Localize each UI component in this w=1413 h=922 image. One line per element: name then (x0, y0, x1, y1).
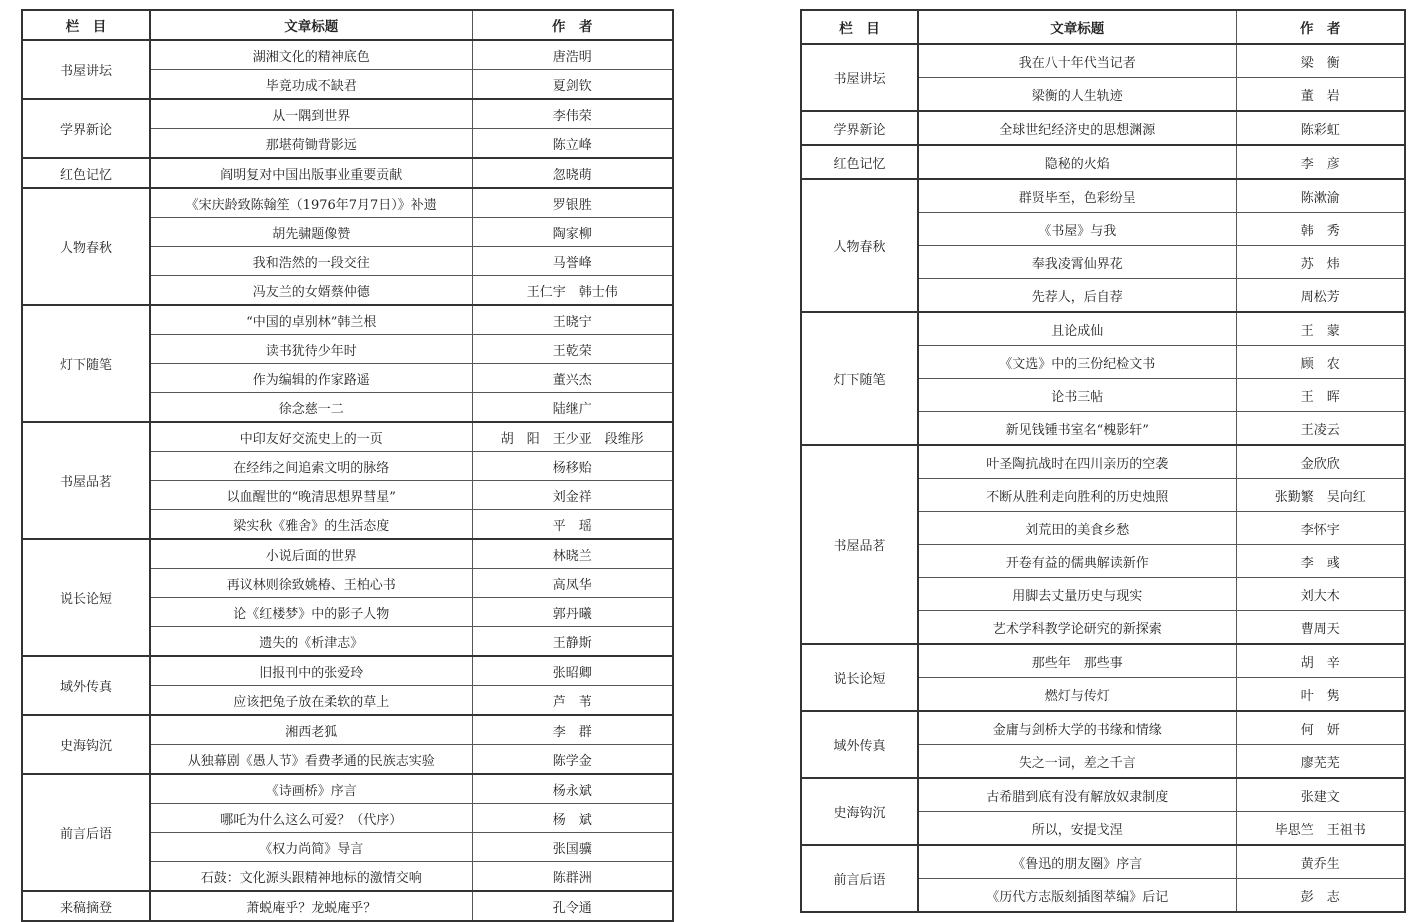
author-cell: 胡 阳 王少亚 段维彤 (472, 422, 673, 452)
table-row (22, 656, 673, 686)
article-title-cell: 隐秘的火焰 (918, 145, 1236, 179)
section-name-cell: 前言后语 (22, 774, 150, 891)
author-cell: 毕思竺 王祖书 (1236, 812, 1405, 846)
article-title-cell: 《鲁迅的朋友圈》序言 (918, 845, 1236, 879)
article-title-cell: 梁实秋《雅舍》的生活态度 (150, 510, 472, 540)
section-name-cell: 域外传真 (801, 711, 918, 778)
author-cell: 林晓兰 (472, 539, 673, 569)
article-title-cell: 徐念慈一二 (150, 393, 472, 423)
article-title-cell: 胡先骕题像赞 (150, 218, 472, 247)
header-row (22, 10, 673, 40)
author-cell: 梁 衡 (1236, 44, 1405, 78)
author-cell: 陈漱渝 (1236, 179, 1405, 213)
table-row (22, 715, 673, 745)
article-title-cell: 奉我凌霄仙界花 (918, 246, 1236, 279)
article-title-cell: 应该把兔子放在柔软的草上 (150, 686, 472, 716)
article-title-cell: 所以，安提戈涅 (918, 812, 1236, 846)
author-cell: 陶家柳 (472, 218, 673, 247)
author-column-header: 作 者 (1236, 10, 1405, 44)
author-cell: 陈立峰 (472, 129, 673, 159)
table-row (22, 305, 673, 335)
author-cell: 芦 苇 (472, 686, 673, 716)
article-title-cell: 论书三帖 (918, 379, 1236, 412)
author-cell: 刘大木 (1236, 578, 1405, 611)
right-contents-table (800, 9, 1406, 913)
author-cell: 李 彦 (1236, 145, 1405, 179)
article-title-cell: 群贤毕至，色彩纷呈 (918, 179, 1236, 213)
section-name-cell: 灯下随笔 (801, 312, 918, 445)
author-cell: 夏剑钦 (472, 70, 673, 100)
section-name-cell: 书屋品茗 (22, 422, 150, 539)
article-title-cell: 刘荒田的美食乡愁 (918, 512, 1236, 545)
author-cell: 彭 志 (1236, 879, 1405, 913)
author-cell: 马誉峰 (472, 247, 673, 276)
author-cell: 张昭卿 (472, 656, 673, 686)
table-row (22, 891, 673, 921)
author-cell: 郭丹曦 (472, 598, 673, 627)
author-cell: 陆继广 (472, 393, 673, 423)
article-title-cell: 毕竟功成不缺君 (150, 70, 472, 100)
article-title-cell: 湘西老狐 (150, 715, 472, 745)
author-cell: 王仁宇 韩士伟 (472, 276, 673, 306)
table-row (801, 145, 1405, 179)
author-column-header: 作 者 (472, 10, 673, 40)
author-cell: 李伟荣 (472, 99, 673, 129)
table-row (22, 40, 673, 70)
article-title-cell: 萧蜕庵乎？龙蜕庵乎？ (150, 891, 472, 921)
author-cell: 顾 农 (1236, 346, 1405, 379)
article-title-cell: 哪吒为什么这么可爱？（代序） (150, 804, 472, 833)
section-name-cell: 书屋品茗 (801, 445, 918, 644)
table-row (22, 99, 673, 129)
section-name-cell: 书屋讲坛 (801, 44, 918, 111)
article-title-cell: 旧报刊中的张爱玲 (150, 656, 472, 686)
author-cell: 王 晖 (1236, 379, 1405, 412)
article-title-cell: 中印友好交流史上的一页 (150, 422, 472, 452)
author-cell: 何 妍 (1236, 711, 1405, 745)
table-row (801, 644, 1405, 678)
author-cell: 李 群 (472, 715, 673, 745)
table-row (22, 539, 673, 569)
article-title-cell: 我在八十年代当记者 (918, 44, 1236, 78)
author-cell: 陈群洲 (472, 862, 673, 892)
section-name-cell: 史海钩沉 (801, 778, 918, 845)
table-row (801, 778, 1405, 812)
section-name-cell: 红色记忆 (22, 158, 150, 188)
author-cell: 杨移贻 (472, 452, 673, 481)
author-cell: 王凌云 (1236, 412, 1405, 446)
section-name-cell: 人物春秋 (801, 179, 918, 312)
table-row (22, 774, 673, 804)
author-cell: 王乾荣 (472, 335, 673, 364)
author-cell: 周松芳 (1236, 279, 1405, 313)
author-cell: 刘金祥 (472, 481, 673, 510)
article-title-cell: 论《红楼梦》中的影子人物 (150, 598, 472, 627)
author-cell: 廖芜芜 (1236, 745, 1405, 779)
section-name-cell: 前言后语 (801, 845, 918, 912)
article-title-cell: 用脚去丈量历史与现实 (918, 578, 1236, 611)
article-title-cell: 读书犹待少年时 (150, 335, 472, 364)
article-title-cell: 以血醒世的“晚清思想界彗星” (150, 481, 472, 510)
author-cell: 张勤繁 吴向红 (1236, 479, 1405, 512)
article-title-cell: 那堪荷锄背影远 (150, 129, 472, 159)
author-cell: 罗银胜 (472, 188, 673, 218)
section-name-cell: 史海钩沉 (22, 715, 150, 774)
article-title-cell: 小说后面的世界 (150, 539, 472, 569)
author-cell: 王晓宁 (472, 305, 673, 335)
table-row (801, 845, 1405, 879)
author-cell: 董 岩 (1236, 78, 1405, 112)
section-name-cell: 说长论短 (22, 539, 150, 656)
section-column-header: 栏 目 (22, 10, 150, 40)
table-row (801, 111, 1405, 145)
article-title-cell: 《宋庆龄致陈翰笙（1976年7月7日）》补遗 (150, 188, 472, 218)
article-title-cell: 《书屋》与我 (918, 213, 1236, 246)
author-cell: 李怀宇 (1236, 512, 1405, 545)
article-title-cell: 那些年 那些事 (918, 644, 1236, 678)
author-cell: 张国骥 (472, 833, 673, 862)
author-cell: 胡 辛 (1236, 644, 1405, 678)
article-title-cell: 燃灯与传灯 (918, 678, 1236, 712)
author-cell: 杨 斌 (472, 804, 673, 833)
table-row (22, 188, 673, 218)
table-row (801, 312, 1405, 346)
article-title-cell: 金庸与剑桥大学的书缘和情缘 (918, 711, 1236, 745)
table-row (22, 422, 673, 452)
section-name-cell: 学界新论 (801, 111, 918, 145)
author-cell: 董兴杰 (472, 364, 673, 393)
article-title-cell: 《权力尚简》导言 (150, 833, 472, 862)
author-cell: 叶 隽 (1236, 678, 1405, 712)
article-title-cell: 先荐人，后自荐 (918, 279, 1236, 313)
author-cell: 王静斯 (472, 627, 673, 657)
table-row (801, 445, 1405, 479)
section-name-cell: 书屋讲坛 (22, 40, 150, 99)
author-cell: 杨永斌 (472, 774, 673, 804)
section-name-cell: 来稿摘登 (22, 891, 150, 921)
author-cell: 陈学金 (472, 745, 673, 775)
article-title-cell: 《历代方志版刻插图萃编》后记 (918, 879, 1236, 913)
table-row (801, 711, 1405, 745)
article-title-cell: 新见钱锺书室名“槐影轩” (918, 412, 1236, 446)
article-title-cell: 冯友兰的女婿蔡仲德 (150, 276, 472, 306)
author-cell: 平 瑶 (472, 510, 673, 540)
section-name-cell: 人物春秋 (22, 188, 150, 305)
section-name-cell: 学界新论 (22, 99, 150, 158)
article-title-cell: 《文选》中的三份纪检文书 (918, 346, 1236, 379)
article-title-cell: 且论成仙 (918, 312, 1236, 346)
author-cell: 陈彩虹 (1236, 111, 1405, 145)
article-title-cell: 从独幕剧《愚人节》看费孝通的民族志实验 (150, 745, 472, 775)
article-title-cell: 遗失的《析津志》 (150, 627, 472, 657)
author-cell: 黄乔生 (1236, 845, 1405, 879)
section-name-cell: 说长论短 (801, 644, 918, 711)
article-title-cell: 我和浩然的一段交往 (150, 247, 472, 276)
article-title-cell: 全球世纪经济史的思想渊源 (918, 111, 1236, 145)
article-title-cell: 《诗画桥》序言 (150, 774, 472, 804)
author-cell: 忽晓萌 (472, 158, 673, 188)
author-cell: 孔令通 (472, 891, 673, 921)
section-name-cell: 灯下随笔 (22, 305, 150, 422)
section-name-cell: 红色记忆 (801, 145, 918, 179)
author-cell: 韩 秀 (1236, 213, 1405, 246)
article-title-cell: 从一隅到世界 (150, 99, 472, 129)
title-column-header: 文章标题 (150, 10, 472, 40)
article-title-cell: 梁衡的人生轨迹 (918, 78, 1236, 112)
section-column-header: 栏 目 (801, 10, 918, 44)
table-row (801, 179, 1405, 213)
article-title-cell: 作为编辑的作家路遥 (150, 364, 472, 393)
header-row (801, 10, 1405, 44)
article-title-cell: 不断从胜利走向胜利的历史烛照 (918, 479, 1236, 512)
article-title-cell: 失之一词，差之千言 (918, 745, 1236, 779)
article-title-cell: 再议林则徐致姚椿、王柏心书 (150, 569, 472, 598)
article-title-cell: 叶圣陶抗战时在四川亲历的空袭 (918, 445, 1236, 479)
article-title-cell: 湖湘文化的精神底色 (150, 40, 472, 70)
author-cell: 高凤华 (472, 569, 673, 598)
left-table-body (22, 40, 673, 921)
author-cell: 王 蒙 (1236, 312, 1405, 346)
article-title-cell: 石鼓：文化源头跟精神地标的激情交响 (150, 862, 472, 892)
article-title-cell: 开卷有益的儒典解读新作 (918, 545, 1236, 578)
author-cell: 唐浩明 (472, 40, 673, 70)
title-column-header: 文章标题 (918, 10, 1236, 44)
article-title-cell: 古希腊到底有没有解放奴隶制度 (918, 778, 1236, 812)
author-cell: 曹周天 (1236, 611, 1405, 645)
right-table-body (801, 44, 1405, 912)
article-title-cell: 在经纬之间追索文明的脉络 (150, 452, 472, 481)
section-name-cell: 域外传真 (22, 656, 150, 715)
author-cell: 苏 炜 (1236, 246, 1405, 279)
left-contents-table (21, 9, 674, 922)
author-cell: 张建文 (1236, 778, 1405, 812)
author-cell: 金欣欣 (1236, 445, 1405, 479)
article-title-cell: “中国的卓别林”韩兰根 (150, 305, 472, 335)
author-cell: 李 彧 (1236, 545, 1405, 578)
table-row (22, 158, 673, 188)
table-row (801, 44, 1405, 78)
article-title-cell: 阎明复对中国出版事业重要贡献 (150, 158, 472, 188)
article-title-cell: 艺术学科教学论研究的新探索 (918, 611, 1236, 645)
